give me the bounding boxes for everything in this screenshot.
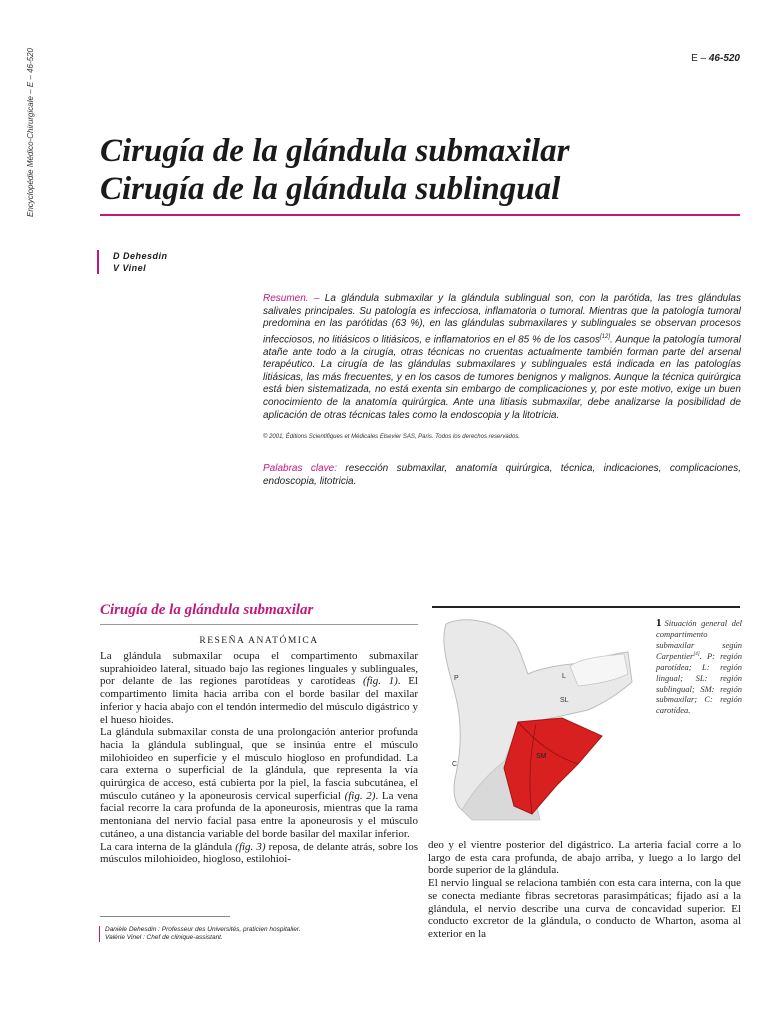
journal-side-label: Encyclopédie Médico-Chirurgicale – E – 46-520 <box>26 48 35 217</box>
title-line-2: Cirugía de la glándula sublingual <box>100 171 561 207</box>
abstract-text-a: La glándula submaxilar y la glándula sublingual son, con la parótida, las tres glándulas salivales principales. Su patología es infecciosa, inflamatoria o tumoral. Mientras que la patología tumoral predomina en las parótidas (63 %), en las glándulas submaxilares y sublinguales se observan procesos infecciosos, no litiásicos o litiásicos, e inflamatorios en el 85 % de los casos <box>263 293 741 346</box>
keywords <box>263 462 741 488</box>
body-column-right <box>428 839 741 941</box>
page-code-number: 46-520 <box>708 53 740 64</box>
label-sm: SM <box>536 753 547 760</box>
footnote-role: Chef de clinique-assistant. <box>144 934 223 941</box>
page-code-prefix: E – <box>691 53 707 64</box>
caption-legend: . P: región parotídea; L: región lingual; SL: región sublingual; SM: región submaxilar; C: región carotídea. <box>656 651 742 716</box>
paragraph <box>100 841 418 866</box>
paragraph-text: reposa, de delante atrás, sobre los músculos milohioideo, hiogloso, estilohioi- <box>100 840 418 866</box>
article-title <box>100 132 740 208</box>
copyright-notice: © 2001, Éditions Scientifiques et Médicales Elsevier SAS, Paris. Todos los derechos reservados. <box>263 434 520 440</box>
paragraph-text: La cara interna de la glándula <box>100 840 236 853</box>
section-divider <box>100 624 418 625</box>
keywords-label: Palabras clave: <box>263 463 337 474</box>
page-code <box>691 53 740 64</box>
title-line-1: Cirugía de la glándula submaxilar <box>100 133 570 169</box>
paragraph <box>100 650 418 726</box>
paragraph-text: La glándula submaxilar consta de una prolongación anterior profunda hacia la glándula sublingual, que se insinúa entre el músculo milohioideo en superficie y el músculo hiogloso en profundidad. La cara externa o superficial de la glándula, que representa la vía quirúrgica de acceso, está cubierta por la piel, la fascia subcutánea, el músculo cutáneo y la aponeurosis cervical superficial <box>100 726 418 802</box>
author-name: D Dehesdin <box>113 251 168 261</box>
paragraph-text: . La vena facial recorre la cara profunda de la aponeurosis, mientras que la rama mentoniana del nervio facial pasa entre la aponeurosis y el músculo cutáneo, a una distancia variable del borde basilar del maxilar inferior. <box>100 789 418 840</box>
abstract-text-b: . Aunque la patología tumoral atañe ante todo a la cirugía, otras técnicas no cruentas actualmente también forman parte del arsenal terapéutico. La cirugía de las glándulas submaxilares y sublinguales está indicada en las patologías litiásicas, las más frecuentes, y en los casos de tumores benignos y malignos. Aunque la técnica quirúrgica está bien sistematizada, no está exenta sin embargo de complicaciones y, por este motivo, exige un buen conocimiento de la anatomía quirúrgica. Ante una litiasis submaxilar, debe analizarse la posibilidad de aplicación de otras técnicas tales como la endoscopia y la litotricia. <box>263 334 742 421</box>
footnote-name: Valérie Vinel : <box>105 934 145 941</box>
label-sl: SL <box>560 697 569 704</box>
section-heading: Cirugía de la glándula submaxilar <box>100 602 314 618</box>
footnote-divider <box>100 916 230 917</box>
label-l: L <box>562 673 566 680</box>
footnote-role: Professeur des Universités, praticien hospitalier. <box>159 926 301 933</box>
abstract-ref: [12] <box>599 333 610 340</box>
paragraph: El nervio lingual se relaciona también con esta cara interna, con la que se conecta mediante fibras secretoras parasimpáticas; fijado así a la glándula, el nervio describe una curva de concavidad superior. El conducto excretor de la glándula, o conducto de Wharton, asoma al exterior en la <box>428 877 741 940</box>
footnote <box>105 926 301 934</box>
author-name: V Vinel <box>113 263 147 273</box>
paragraph-text: La glándula submaxilar ocupa el compartimento submaxilar suprahioideo lateral, situado bajo las regiones linguales y sublinguales, por delante de las regiones parotídeas y carotídeas <box>100 650 418 688</box>
title-divider <box>100 214 740 216</box>
figure-reference[interactable]: (fig. 3) <box>235 840 266 853</box>
footnote <box>105 934 301 942</box>
body-column-left <box>100 650 418 866</box>
label-c: C <box>452 761 458 768</box>
label-p: P <box>454 675 459 682</box>
figure-1-caption <box>656 618 742 716</box>
figure-1-illustration <box>432 614 642 822</box>
paragraph: deo y el vientre posterior del digástrico. La arteria facial corre a lo largo de esta cara profunda, de abajo arriba, y luego a lo largo del borde superior de la glándula. <box>428 839 741 877</box>
subsection-heading: RESEÑA ANATÓMICA <box>199 636 319 646</box>
figure-reference[interactable]: (fig. 1) <box>362 675 398 688</box>
figure-reference[interactable]: (fig. 2) <box>344 789 376 802</box>
figure-divider <box>432 606 740 608</box>
paragraph <box>100 726 418 840</box>
author-list <box>97 250 168 274</box>
caption-ref: [4] <box>693 652 700 658</box>
abstract <box>263 293 741 422</box>
keywords-text: resección submaxilar, anatomía quirúrgica, técnica, indicaciones, complicaciones, endoscopia, litotricia. <box>263 463 741 487</box>
author-footnotes <box>99 926 301 942</box>
paragraph-text: . El compartimento limita hacia arriba con el borde basilar del maxilar inferior y hacia abajo con el tendón intermedio del músculo digástrico y el hueso hioides. <box>100 675 418 726</box>
footnote-name: Danièle Dehesdin : <box>105 926 160 933</box>
figure-number: 1 <box>656 617 662 629</box>
caption-text: Situación general del compartimento submaxilar según Carpentier <box>656 618 742 662</box>
abstract-label: Resumen. – <box>263 293 320 304</box>
